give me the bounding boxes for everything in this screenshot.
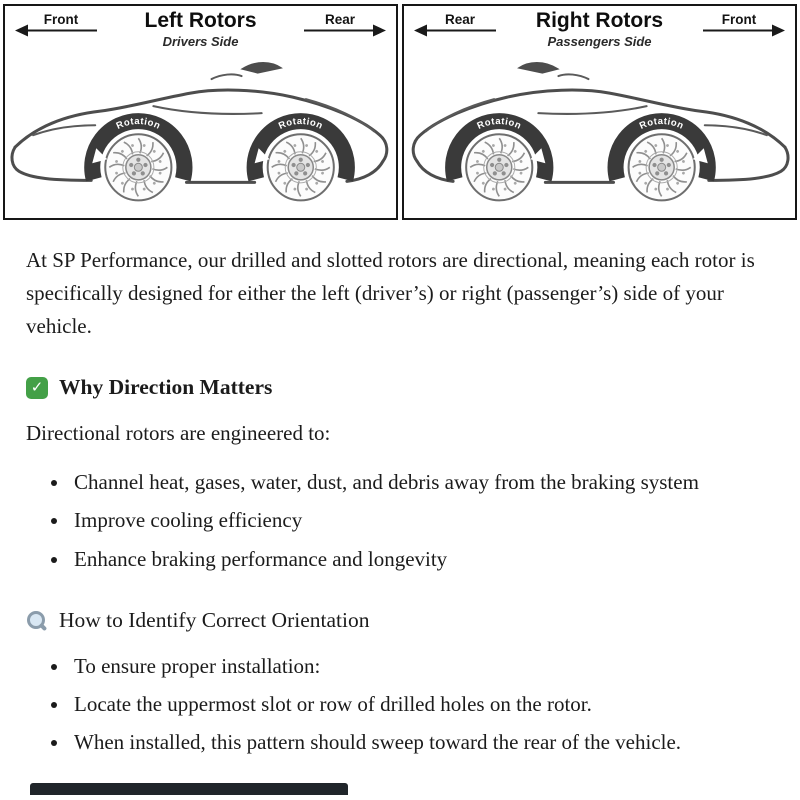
- list-item: • Channel heat, gases, water, dust, and debris away from the braking system: [70, 466, 774, 499]
- section-heading-why-direction-matters: [26, 371, 774, 405]
- front-left-arrow-icon: [13, 11, 99, 38]
- car-illustration-right: [404, 49, 795, 217]
- panel-subtitle: Drivers Side: [162, 34, 239, 50]
- list-item: • Improve cooling efficiency: [70, 504, 774, 537]
- intro-paragraph: At SP Performance, our drilled and slotted rotors are directional, meaning each rotor is specifically designed for either the left (driver’s) or right (passenger’s) side of your vehicle.: [26, 247, 755, 338]
- right-panel-titles: [536, 9, 663, 49]
- panel-subtitle: Passengers Side: [547, 34, 652, 50]
- svg-text:Rotation: Rotation: [114, 116, 163, 132]
- list-item: • When installed, this pattern should sweep toward the rear of the vehicle.: [70, 726, 774, 759]
- list-item: • To ensure proper installation:: [70, 650, 774, 683]
- svg-text:Rotation: Rotation: [475, 116, 524, 132]
- rear-label: Rear: [444, 12, 476, 27]
- partially-visible-next-image: [30, 783, 348, 795]
- car-illustration-left: [5, 49, 396, 217]
- section-lead: Directional rotors are engineered to:: [26, 421, 331, 445]
- svg-text:Rotation: Rotation: [276, 116, 325, 132]
- right-panel-header: [404, 6, 795, 49]
- benefits-list: [26, 466, 774, 576]
- right-rotors-panel: [402, 4, 797, 220]
- section-heading-identify-orientation: [26, 604, 774, 638]
- front-label: Front: [43, 12, 79, 27]
- left-rotors-panel: [3, 4, 398, 220]
- section-heading-text: Why Direction Matters: [59, 375, 273, 400]
- svg-text:Rotation: Rotation: [637, 116, 686, 132]
- rotor-direction-diagram: [0, 0, 800, 220]
- panel-title: Left Rotors: [144, 9, 257, 32]
- left-panel-titles: [145, 9, 257, 49]
- orientation-list: [26, 650, 774, 760]
- panel-title: Right Rotors: [535, 9, 664, 32]
- article-body: [0, 220, 800, 784]
- green-check-icon: [26, 377, 48, 399]
- list-item: • Locate the uppermost slot or row of drilled holes on the rotor.: [70, 688, 774, 721]
- front-label: Front: [721, 12, 757, 27]
- list-item: • Enhance braking performance and longevity: [70, 543, 774, 576]
- rear-label: Rear: [324, 12, 356, 27]
- front-right-arrow-icon: [701, 11, 787, 38]
- left-panel-header: [5, 6, 396, 49]
- section-heading-text: How to Identify Correct Orientation: [59, 607, 370, 632]
- magnifier-icon: [26, 610, 48, 632]
- rear-right-arrow-icon: [302, 11, 388, 38]
- rear-left-arrow-icon: [412, 11, 498, 38]
